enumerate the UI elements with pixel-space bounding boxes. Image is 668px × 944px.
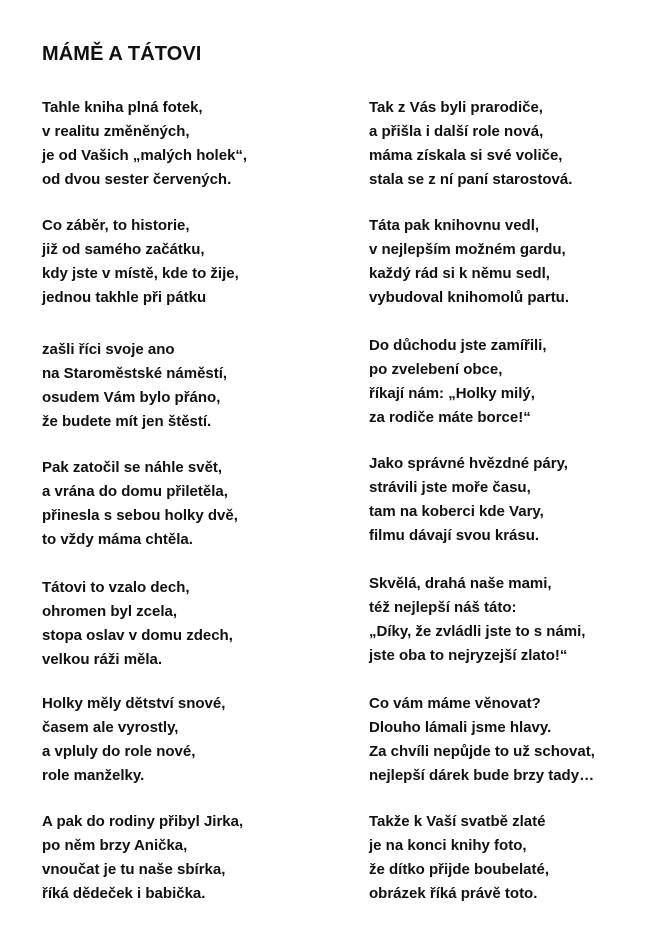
poem-line: A pak do rodiny přibyl Jirka, bbox=[42, 813, 244, 830]
stanza-right-6 bbox=[369, 692, 668, 788]
poem-line: Takže k Vaší svatbě zlaté bbox=[369, 813, 546, 830]
stanza-left-3 bbox=[42, 338, 342, 434]
poem-line: na Staroměstské náměstí, bbox=[42, 365, 228, 382]
poem-line: jste oba to nejryzejší zlato!“ bbox=[369, 647, 568, 664]
poem-line: Do důchodu jste zamířili, bbox=[369, 337, 547, 354]
poem-line: říkají nám: „Holky milý, bbox=[369, 385, 535, 402]
poem-line: jednou takhle při pátku bbox=[42, 289, 207, 306]
stanza-left-1 bbox=[42, 96, 342, 192]
poem-line: Tak z Vás byli prarodiče, bbox=[369, 99, 543, 116]
poem-line: a vpluly do role nové, bbox=[42, 743, 196, 760]
poem-line: a vrána do domu přiletěla, bbox=[42, 483, 228, 500]
poem-line: Tahle kniha plná fotek, bbox=[42, 99, 203, 116]
stanza-right-3 bbox=[369, 334, 668, 430]
poem-line: osudem Vám bylo přáno, bbox=[42, 389, 221, 406]
poem-line: strávili jste moře času, bbox=[369, 479, 531, 496]
poem-line: Za chvíli nepůjde to už schovat, bbox=[369, 743, 595, 760]
poem-line: že budete mít jen štěstí. bbox=[42, 413, 212, 430]
poem-line: že dítko přijde boubelaté, bbox=[369, 861, 550, 878]
poem-line: Co záběr, to historie, bbox=[42, 217, 190, 234]
poem-line: role manželky. bbox=[42, 767, 145, 784]
poem-line: Táta pak knihovnu vedl, bbox=[369, 217, 540, 234]
poem-line: je od Vašich „malých holek“, bbox=[42, 147, 248, 164]
poem-line: již od samého začátku, bbox=[42, 241, 205, 258]
poem-line: a přišla i další role nová, bbox=[369, 123, 544, 140]
poem-line: od dvou sester červených. bbox=[42, 171, 232, 188]
poem-line: po zvelebení obce, bbox=[369, 361, 503, 378]
poem-line: obrázek říká právě toto. bbox=[369, 885, 538, 902]
poem-line: Skvělá, drahá naše mami, bbox=[369, 575, 552, 592]
poem-line: ohromen byl zcela, bbox=[42, 603, 178, 620]
poem-line: též nejlepší náš táto: bbox=[369, 599, 517, 616]
poem-line: Holky měly dětství snové, bbox=[42, 695, 226, 712]
poem-line: vybudoval knihomolů partu. bbox=[369, 289, 570, 306]
stanza-left-4 bbox=[42, 456, 342, 552]
poem-line: říká dědeček i babička. bbox=[42, 885, 206, 902]
poem-line: to vždy máma chtěla. bbox=[42, 531, 193, 548]
stanza-right-5 bbox=[369, 572, 668, 668]
poem-line: Jako správné hvězdné páry, bbox=[369, 455, 568, 472]
poem-line: nejlepší dárek bude brzy tady… bbox=[369, 767, 595, 784]
poem-line: velkou ráži měla. bbox=[42, 651, 163, 668]
poem-line: tam na koberci kde Vary, bbox=[369, 503, 544, 520]
poem-line: Dlouho lámali jsme hlavy. bbox=[369, 719, 552, 736]
poem-line: po něm brzy Anička, bbox=[42, 837, 188, 854]
poem-line: je na konci knihy foto, bbox=[369, 837, 527, 854]
poem-line: filmu dávají svou krásu. bbox=[369, 527, 540, 544]
poem-line: „Díky, že zvládli jste to s námi, bbox=[369, 623, 586, 640]
poem-line: stala se z ní paní starostová. bbox=[369, 171, 573, 188]
poem-line: zašli říci svoje ano bbox=[42, 341, 175, 358]
poem-line: přinesla s sebou holky dvě, bbox=[42, 507, 238, 524]
poem-line: časem ale vyrostly, bbox=[42, 719, 179, 736]
poem-line: Tátovi to vzalo dech, bbox=[42, 579, 190, 596]
stanza-left-5 bbox=[42, 576, 342, 672]
stanza-right-2 bbox=[369, 214, 668, 310]
poem-line: za rodiče máte borce!“ bbox=[369, 409, 531, 426]
poem-line: Pak zatočil se náhle svět, bbox=[42, 459, 223, 476]
stanza-right-7 bbox=[369, 810, 668, 906]
poem-line: v realitu změněných, bbox=[42, 123, 190, 140]
poem-line: Co vám máme věnovat? bbox=[369, 695, 541, 712]
stanza-right-4 bbox=[369, 452, 668, 548]
poem-line: každý rád si k němu sedl, bbox=[369, 265, 550, 282]
stanza-left-6 bbox=[42, 692, 342, 788]
poem-line: stopa oslav v domu zdech, bbox=[42, 627, 233, 644]
stanza-left-2 bbox=[42, 214, 342, 310]
poem-line: kdy jste v místě, kde to žije, bbox=[42, 265, 239, 282]
poem-line: máma získala si své voliče, bbox=[369, 147, 563, 164]
poem-title: MÁMĚ A TÁTOVI bbox=[42, 43, 202, 65]
stanza-right-1 bbox=[369, 96, 668, 192]
stanza-left-7 bbox=[42, 810, 342, 906]
poem-line: v nejlepším možném gardu, bbox=[369, 241, 566, 258]
poem-line: vnoučat je tu naše sbírka, bbox=[42, 861, 226, 878]
